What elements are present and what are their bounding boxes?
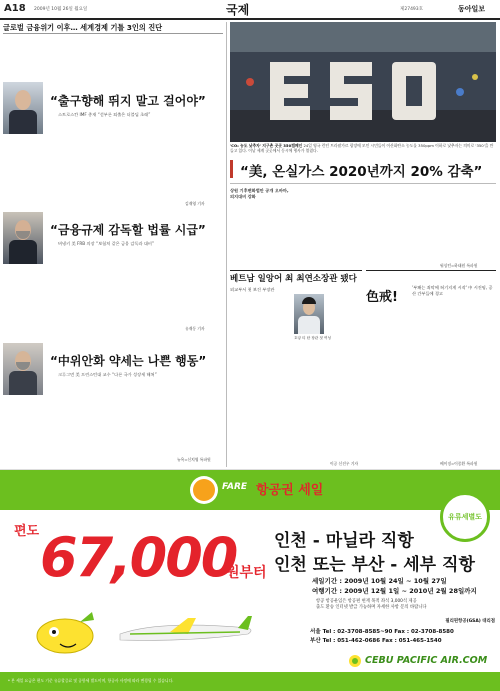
quote1-subhead: 스트로스칸 IMF 총재 “섣부른 퇴출은 더블딥 초래” bbox=[58, 112, 151, 117]
article1-text-col3 bbox=[131, 38, 221, 80]
ad-route-1: 인천 - 마닐라 직항 bbox=[274, 531, 414, 551]
vietnam-headline: 베트남 일앙어 최 최연소장관 됐다 bbox=[230, 274, 357, 284]
ad-price-prefix: 편도 bbox=[14, 524, 40, 539]
ad-note-2: 출도 환승 인터넷 발급 가능하며 자세한 사항 문의 바랍니다 bbox=[316, 605, 427, 610]
photo-caption bbox=[230, 144, 496, 154]
us-body-a bbox=[230, 205, 292, 260]
photo-caption-tag: 'CO₂ 농도 낮추자' 지구촌 곳곳 350캠페인 bbox=[230, 143, 303, 148]
article2-body-b bbox=[77, 267, 147, 337]
article3-body-a bbox=[3, 398, 73, 458]
ad-plane-illustration bbox=[110, 610, 260, 650]
ad-busan-label: 부산 bbox=[310, 638, 321, 644]
vietnam-photo-caption: 호앙 티 탄 장관 첫 여성 bbox=[294, 336, 331, 340]
ad-travel-period: 여행기간 : 2009년 12월 1일 ~ 2010년 2월 28일까지 bbox=[312, 587, 477, 595]
ad-brand-logo bbox=[348, 654, 496, 668]
ad-brand-text: CEBU PACIFIC AIR.COM bbox=[365, 655, 488, 666]
article1-body-c bbox=[151, 137, 221, 197]
ad-fare-label: FARE bbox=[222, 482, 248, 492]
section-title: 국제 bbox=[226, 3, 250, 17]
us-emissions-headline: “美, 온실가스 2020년까지 20% 감축” bbox=[240, 164, 483, 180]
ad-mascot-illustration bbox=[30, 602, 100, 657]
china-top-rule bbox=[366, 270, 496, 271]
byline-vietnam: 이공 신진우 기자 bbox=[330, 461, 359, 466]
ad-agent: 필리핀항공(GSA) 대리점 bbox=[445, 619, 495, 624]
ad-header-band bbox=[0, 470, 500, 510]
edition-number: 제27493호 bbox=[400, 7, 424, 12]
ad-title: 항공권 세일 bbox=[256, 483, 324, 498]
china-subhead: '부패는 죄악에 허기지게 시작' 中 시진핑, 공산 간부들에 경고 bbox=[412, 285, 493, 296]
page-header bbox=[0, 0, 500, 18]
portrait-krugman bbox=[3, 343, 43, 395]
china-body-b bbox=[432, 302, 496, 457]
portrait-strausskahn bbox=[3, 82, 43, 134]
quote2-headline: “금융규제 감독할 법률 시급” bbox=[50, 223, 206, 237]
byline2: 유재동 기자 bbox=[185, 326, 205, 331]
column-divider bbox=[226, 22, 227, 467]
newspaper-name: 동아일보 bbox=[458, 5, 486, 13]
portrait-bernanke bbox=[3, 212, 43, 264]
ad-fine-print: * 본 세일 요금은 편도 기준 유류할증료 및 공항세 별도이며, 항공사 사정에 따라 변경될 수 있습니다. bbox=[8, 678, 174, 683]
kicker-rule bbox=[3, 33, 223, 34]
us-body-c bbox=[362, 188, 424, 260]
us-body-b bbox=[296, 188, 358, 260]
ad-route-2: 인천 또는 부산 - 세부 직항 bbox=[274, 555, 475, 575]
byline3: 뉴욕=신치영 특파원 bbox=[177, 457, 211, 462]
vietnam-body-a bbox=[230, 294, 290, 444]
ad-price-suffix: 원부터 bbox=[226, 565, 267, 581]
page-number: A18 bbox=[4, 3, 26, 14]
byline-china: 베이징=이종환 특파원 bbox=[440, 461, 478, 466]
vietnam-subhead: 외교부서 첫 보건 부장관 bbox=[230, 287, 275, 292]
quote2-subhead: 버냉키 美 FRB 의장 “보험처 같은 금융 감독과 대비” bbox=[58, 241, 155, 246]
ad-busan-contact bbox=[310, 636, 495, 644]
crowd-photo-graphic bbox=[230, 22, 496, 142]
ad-footer-band bbox=[0, 672, 500, 691]
ad-seoul-tel: Tel : 02-3708-8585~90 Fax : 02-3708-8580 bbox=[322, 629, 454, 635]
ad-seoul-label: 서울 bbox=[310, 629, 321, 635]
quote1-headline: “출구향해 뛰지 말고 걸어야” bbox=[50, 94, 206, 108]
article3-body-b bbox=[77, 398, 147, 458]
quote3-subhead: 크루그먼 美 프린스턴대 교수 “다른 국가 성장세 해쳐” bbox=[58, 372, 157, 377]
article1-body-a bbox=[3, 137, 73, 207]
china-title: 色戒! bbox=[366, 290, 398, 305]
ad-busan-tel: Tel : 051-462-0686 Fax : 051-465-1540 bbox=[322, 638, 442, 644]
ad-surcharge-badge bbox=[440, 492, 490, 542]
byline1: 김재영 기자 bbox=[185, 201, 205, 206]
photo-caption-body: 24일 영국 런던 트라팔가르 광장에 모인 시민들이 이산화탄소 농도를 350ppm 이하로 낮추자는 의미로 '350'을 만들고 있다. 이날 세계 곳곳에서 동시에 행사가 열렸다. bbox=[230, 143, 494, 153]
ad-fare-badge bbox=[190, 476, 218, 504]
headline-accent-bar bbox=[230, 160, 233, 178]
photo-350-campaign bbox=[230, 22, 496, 142]
ad-note-1: 항공 항공운임은 항공편 현재 목적 좌석 3,000석 제공 bbox=[316, 599, 417, 604]
article1-text-col2 bbox=[67, 38, 127, 80]
article2-body-a bbox=[3, 267, 73, 337]
vietnam-top-rule bbox=[230, 270, 362, 271]
article3-body-c bbox=[151, 398, 221, 453]
us-subhead: 상원 기후변화법안 공개 오바마, 의지대비 강화 bbox=[230, 188, 289, 199]
article1-body-b bbox=[77, 137, 147, 207]
ad-surcharge-text: 유류세별도 bbox=[448, 513, 482, 521]
issue-date: 2009년 10월 26일 월요일 bbox=[34, 7, 88, 12]
china-body-a bbox=[366, 302, 428, 457]
vietnam-side-text bbox=[327, 294, 362, 334]
left-kicker: 글로벌 금융위기 이후… 세계경제 기틀 3인의 진단 bbox=[3, 23, 163, 32]
portrait-vietnam-minister bbox=[294, 294, 324, 334]
ad-cebu-pacific bbox=[0, 469, 500, 691]
vietnam-body-b bbox=[294, 344, 362, 459]
article2-body-c bbox=[151, 267, 221, 322]
article1-text-col1 bbox=[3, 38, 63, 80]
byline-us: 워싱턴=하태원 특파원 bbox=[440, 263, 478, 268]
quote3-headline: “中위안화 약세는 나쁜 행동” bbox=[50, 354, 207, 368]
headline-rule bbox=[230, 183, 496, 184]
ad-price: 67,000 bbox=[40, 526, 237, 589]
ad-sale-period: 세일기간 : 2009년 10월 24일 ~ 10월 27일 bbox=[312, 577, 447, 585]
header-rule bbox=[0, 18, 500, 20]
ad-seoul-contact bbox=[310, 627, 495, 635]
us-body-d bbox=[428, 188, 496, 260]
